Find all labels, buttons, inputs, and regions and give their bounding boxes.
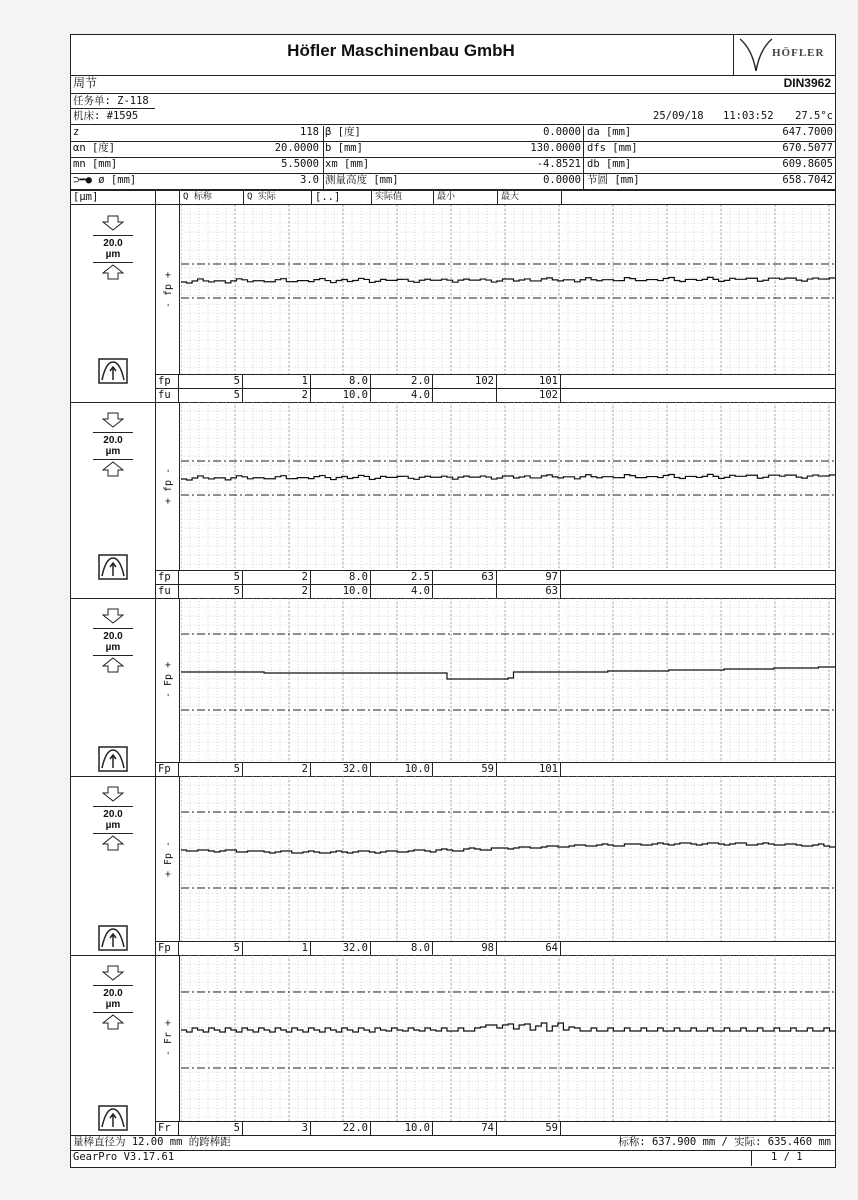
result-row bbox=[155, 1121, 835, 1135]
param-label: β [度] bbox=[325, 126, 361, 138]
axis-label: - Fr + bbox=[163, 1019, 174, 1057]
arrow-up-icon bbox=[102, 461, 124, 477]
tooth-profile-icon bbox=[98, 925, 128, 951]
axis-label: + Fp - bbox=[163, 840, 174, 877]
min-value: 59 bbox=[433, 763, 497, 776]
row-name: fp bbox=[155, 571, 179, 584]
tolerance-value: 8.0 bbox=[311, 375, 371, 388]
deviation-plot bbox=[181, 205, 835, 374]
title-row bbox=[71, 77, 835, 93]
row-name: fp bbox=[155, 375, 179, 388]
report-date: 25/09/18 bbox=[653, 110, 704, 122]
q-actual-value: 3 bbox=[243, 1122, 311, 1135]
tolerance-value: 8.0 bbox=[311, 571, 371, 584]
deviation-plot bbox=[181, 776, 835, 941]
max-value: 97 bbox=[497, 571, 561, 584]
q-actual-value: 2 bbox=[243, 763, 311, 776]
tooth-profile-icon bbox=[98, 746, 128, 772]
tooth-profile-icon bbox=[98, 358, 128, 384]
axis-label: - Fp + bbox=[163, 661, 174, 699]
arrow-up-icon bbox=[102, 264, 124, 280]
machine-number: 机床: #1595 bbox=[73, 110, 139, 122]
param-value: 118 bbox=[300, 126, 319, 138]
chart-panel bbox=[71, 955, 835, 1135]
scale-unit: µm bbox=[105, 642, 121, 653]
chart-panel bbox=[71, 776, 835, 955]
row-name: fu bbox=[155, 389, 179, 402]
result-row bbox=[155, 941, 835, 955]
scale-indicator bbox=[71, 608, 155, 676]
actual-value: 8.0 bbox=[371, 942, 433, 955]
scale-value: 20.0 bbox=[103, 238, 123, 249]
min-value: 102 bbox=[433, 375, 497, 388]
measurement-type: 周节 bbox=[73, 76, 98, 90]
col-tolerance: [..] bbox=[315, 191, 341, 203]
report-time: 11:03:52 bbox=[723, 110, 774, 122]
min-value bbox=[433, 585, 497, 598]
param-label: dfs [mm] bbox=[587, 142, 638, 154]
param-label: b [mm] bbox=[325, 142, 363, 154]
param-label: 测量高度 [mm] bbox=[325, 174, 399, 186]
param-value: 609.8605 bbox=[782, 158, 833, 170]
param-value: 0.0000 bbox=[543, 126, 581, 138]
tolerance-value: 10.0 bbox=[311, 389, 371, 402]
max-value: 64 bbox=[497, 942, 561, 955]
scale-indicator bbox=[71, 786, 155, 854]
software-version: GearPro V3.17.61 bbox=[73, 1151, 175, 1163]
arrow-down-icon bbox=[102, 965, 124, 981]
actual-value: 10.0 bbox=[371, 763, 433, 776]
actual-value: 2.5 bbox=[371, 571, 433, 584]
logo-text: HÖFLER bbox=[772, 47, 825, 59]
deviation-plot bbox=[181, 402, 835, 570]
min-value bbox=[433, 389, 497, 402]
arrow-up-icon bbox=[102, 835, 124, 851]
scale-value: 20.0 bbox=[103, 988, 123, 999]
col-q-actual: Q 实际 bbox=[247, 192, 276, 202]
unit-label: [µm] bbox=[73, 191, 99, 203]
scale-value: 20.0 bbox=[103, 631, 123, 642]
param-label: da [mm] bbox=[587, 126, 632, 138]
scale-indicator bbox=[71, 215, 155, 283]
chart-panel bbox=[71, 402, 835, 598]
report-header bbox=[71, 35, 835, 76]
q-nominal-value: 5 bbox=[179, 389, 243, 402]
deviation-plot bbox=[181, 598, 835, 762]
scale-unit: µm bbox=[105, 249, 121, 260]
min-value: 98 bbox=[433, 942, 497, 955]
q-actual-value: 2 bbox=[243, 571, 311, 584]
scale-unit: µm bbox=[105, 820, 121, 831]
tolerance-value: 32.0 bbox=[311, 942, 371, 955]
param-value: 3.0 bbox=[300, 174, 319, 186]
table-header bbox=[71, 191, 835, 204]
scale-unit: µm bbox=[105, 446, 121, 457]
tolerance-value: 32.0 bbox=[311, 763, 371, 776]
company-logo bbox=[733, 35, 836, 75]
param-label: αn [度] bbox=[73, 142, 116, 154]
result-row bbox=[155, 762, 835, 776]
q-nominal-value: 5 bbox=[179, 1122, 243, 1135]
q-actual-value: 1 bbox=[243, 942, 311, 955]
actual-value: 4.0 bbox=[371, 585, 433, 598]
tooth-profile-icon bbox=[98, 1105, 128, 1131]
arrow-down-icon bbox=[102, 215, 124, 231]
row-name: fu bbox=[155, 585, 179, 598]
result-row bbox=[155, 570, 835, 584]
param-label: z bbox=[73, 126, 80, 138]
scale-value: 20.0 bbox=[103, 435, 123, 446]
param-value: 647.7000 bbox=[782, 126, 833, 138]
param-value: 130.0000 bbox=[530, 142, 581, 154]
nominal-actual-value: 标称: 637.900 mm / 实际: 635.460 mm bbox=[618, 1136, 831, 1148]
result-row bbox=[155, 388, 835, 402]
param-label: mn [mm] bbox=[73, 158, 118, 170]
q-nominal-value: 5 bbox=[179, 585, 243, 598]
row-name: Fp bbox=[155, 763, 179, 776]
temperature: 27.5°c bbox=[795, 110, 833, 122]
param-value: 658.7042 bbox=[782, 174, 833, 186]
report-sheet bbox=[70, 34, 836, 1168]
scale-unit: µm bbox=[105, 999, 121, 1010]
param-value: 0.0000 bbox=[543, 174, 581, 186]
param-value: 670.5077 bbox=[782, 142, 833, 154]
row-name: Fr bbox=[155, 1122, 179, 1135]
arrow-down-icon bbox=[102, 608, 124, 624]
result-row bbox=[155, 374, 835, 388]
param-label: 节圆 [mm] bbox=[587, 174, 640, 186]
q-nominal-value: 5 bbox=[179, 942, 243, 955]
scale-indicator bbox=[71, 412, 155, 480]
chart-panel bbox=[71, 205, 835, 402]
max-value: 101 bbox=[497, 375, 561, 388]
min-value: 63 bbox=[433, 571, 497, 584]
standard-label: DIN3962 bbox=[783, 76, 831, 90]
param-label: xm [mm] bbox=[325, 158, 370, 170]
arrow-down-icon bbox=[102, 786, 124, 802]
task-number: 任务单: Z-118 bbox=[73, 95, 149, 107]
scale-indicator bbox=[71, 965, 155, 1033]
max-value: 63 bbox=[497, 585, 561, 598]
ball-diameter-note: 量棒直径为 12.00 mm 的跨棒距 bbox=[73, 1136, 231, 1148]
param-label: db [mm] bbox=[587, 158, 632, 170]
col-max: 最大 bbox=[501, 192, 520, 202]
max-value: 59 bbox=[497, 1122, 561, 1135]
q-actual-value: 1 bbox=[243, 375, 311, 388]
param-value: -4.8521 bbox=[536, 158, 581, 170]
row-name: Fp bbox=[155, 942, 179, 955]
chart-panel bbox=[71, 598, 835, 776]
page-number: 1 / 1 bbox=[771, 1151, 803, 1163]
q-nominal-value: 5 bbox=[179, 763, 243, 776]
q-actual-value: 2 bbox=[243, 389, 311, 402]
scale-value: 20.0 bbox=[103, 809, 123, 820]
col-q-nominal: Q 标称 bbox=[183, 192, 212, 202]
arrow-down-icon bbox=[102, 412, 124, 428]
col-min: 最小 bbox=[437, 192, 456, 202]
actual-value: 4.0 bbox=[371, 389, 433, 402]
tolerance-value: 22.0 bbox=[311, 1122, 371, 1135]
deviation-plot bbox=[181, 955, 835, 1121]
max-value: 102 bbox=[497, 389, 561, 402]
actual-value: 2.0 bbox=[371, 375, 433, 388]
actual-value: 10.0 bbox=[371, 1122, 433, 1135]
tolerance-value: 10.0 bbox=[311, 585, 371, 598]
axis-label: - fp + bbox=[163, 271, 174, 308]
col-actual-value: 实际值 bbox=[375, 192, 403, 202]
max-value: 101 bbox=[497, 763, 561, 776]
param-value: 20.0000 bbox=[274, 142, 319, 154]
q-actual-value: 2 bbox=[243, 585, 311, 598]
result-row bbox=[155, 584, 835, 598]
company-name: Höfler Maschinenbau GmbH bbox=[287, 41, 515, 60]
arrow-up-icon bbox=[102, 657, 124, 673]
param-label: ⊃━● ø [mm] bbox=[73, 174, 137, 186]
axis-label: + fp - bbox=[163, 467, 174, 505]
param-value: 5.5000 bbox=[281, 158, 319, 170]
arrow-up-icon bbox=[102, 1014, 124, 1030]
q-nominal-value: 5 bbox=[179, 571, 243, 584]
logo-mark-icon bbox=[736, 35, 776, 75]
tooth-profile-icon bbox=[98, 554, 128, 580]
min-value: 74 bbox=[433, 1122, 497, 1135]
q-nominal-value: 5 bbox=[179, 375, 243, 388]
